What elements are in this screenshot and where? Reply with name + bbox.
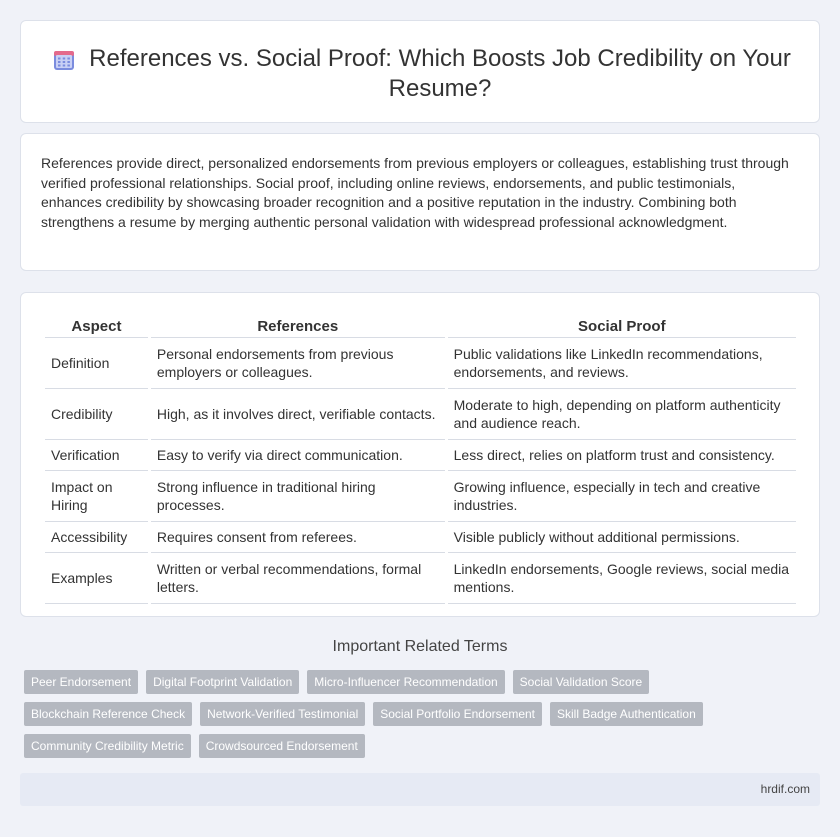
comparison-table — [42, 313, 799, 604]
tag-social-validation-score[interactable]: Social Validation Score — [513, 670, 650, 694]
table-header-row — [45, 313, 796, 338]
tag-digital-footprint-validation[interactable]: Digital Footprint Validation — [146, 670, 299, 694]
row-references: Requires consent from referees. — [151, 522, 445, 553]
row-references: Easy to verify via direct communication. — [151, 440, 445, 471]
tag-network-verified-testimonial[interactable]: Network-Verified Testimonial — [200, 702, 365, 726]
row-aspect: Accessibility — [45, 522, 148, 553]
table-row — [45, 338, 796, 389]
row-social-proof: Moderate to high, depending on platform authenticity and audience reach. — [448, 389, 796, 440]
tag-social-portfolio-endorsement[interactable]: Social Portfolio Endorsement — [373, 702, 542, 726]
table-row — [45, 522, 796, 553]
table-row — [45, 440, 796, 471]
row-aspect: Impact on Hiring — [45, 471, 148, 522]
description-card — [20, 133, 820, 271]
footer — [20, 773, 820, 806]
page-title: References vs. Social Proof: Which Boosts Job Credibility on Your Resume? — [89, 45, 791, 102]
header-aspect: Aspect — [45, 313, 148, 338]
row-social-proof: Visible publicly without additional permissions. — [448, 522, 796, 553]
row-references: Personal endorsements from previous employers or colleagues. — [151, 338, 445, 389]
tag-peer-endorsement[interactable]: Peer Endorsement — [24, 670, 138, 694]
calendar-icon — [52, 48, 76, 72]
header-social-proof: Social Proof — [448, 313, 796, 338]
footer-site-link[interactable]: hrdif.com — [760, 782, 810, 796]
tag-micro-influencer-recommendation[interactable]: Micro-Influencer Recommendation — [307, 670, 504, 694]
row-social-proof: Growing influence, especially in tech and creative industries. — [448, 471, 796, 522]
description-text: References provide direct, personalized endorsements from previous employers or colleagues, establishing trust through verified professional relationships. Social proof, including online reviews, endorsements, and public testimonials, enhances credibility by showcasing broader recognition and a positive reputation in the industry. Combining both strengthens a resume by merging authentic personal validation with widespread professional acknowledgment. — [41, 155, 789, 231]
row-social-proof: Less direct, relies on platform trust and consistency. — [448, 440, 796, 471]
related-terms-heading: Important Related Terms — [332, 638, 508, 655]
row-social-proof: Public validations like LinkedIn recommendations, endorsements, and reviews. — [448, 338, 796, 389]
row-social-proof: LinkedIn endorsements, Google reviews, social media mentions. — [448, 553, 796, 604]
related-terms-list — [24, 670, 724, 766]
tag-skill-badge-authentication[interactable]: Skill Badge Authentication — [550, 702, 703, 726]
row-references: High, as it involves direct, verifiable contacts. — [151, 389, 445, 440]
title-card — [20, 20, 820, 123]
row-aspect: Credibility — [45, 389, 148, 440]
row-references: Written or verbal recommendations, formal letters. — [151, 553, 445, 604]
tag-community-credibility-metric[interactable]: Community Credibility Metric — [24, 734, 191, 758]
row-aspect: Verification — [45, 440, 148, 471]
tag-blockchain-reference-check[interactable]: Blockchain Reference Check — [24, 702, 192, 726]
header-references: References — [151, 313, 445, 338]
table-row — [45, 389, 796, 440]
comparison-card — [20, 292, 820, 617]
row-references: Strong influence in traditional hiring processes. — [151, 471, 445, 522]
table-row — [45, 471, 796, 522]
table-row — [45, 553, 796, 604]
tag-crowdsourced-endorsement[interactable]: Crowdsourced Endorsement — [199, 734, 365, 758]
row-aspect: Examples — [45, 553, 148, 604]
row-aspect: Definition — [45, 338, 148, 389]
